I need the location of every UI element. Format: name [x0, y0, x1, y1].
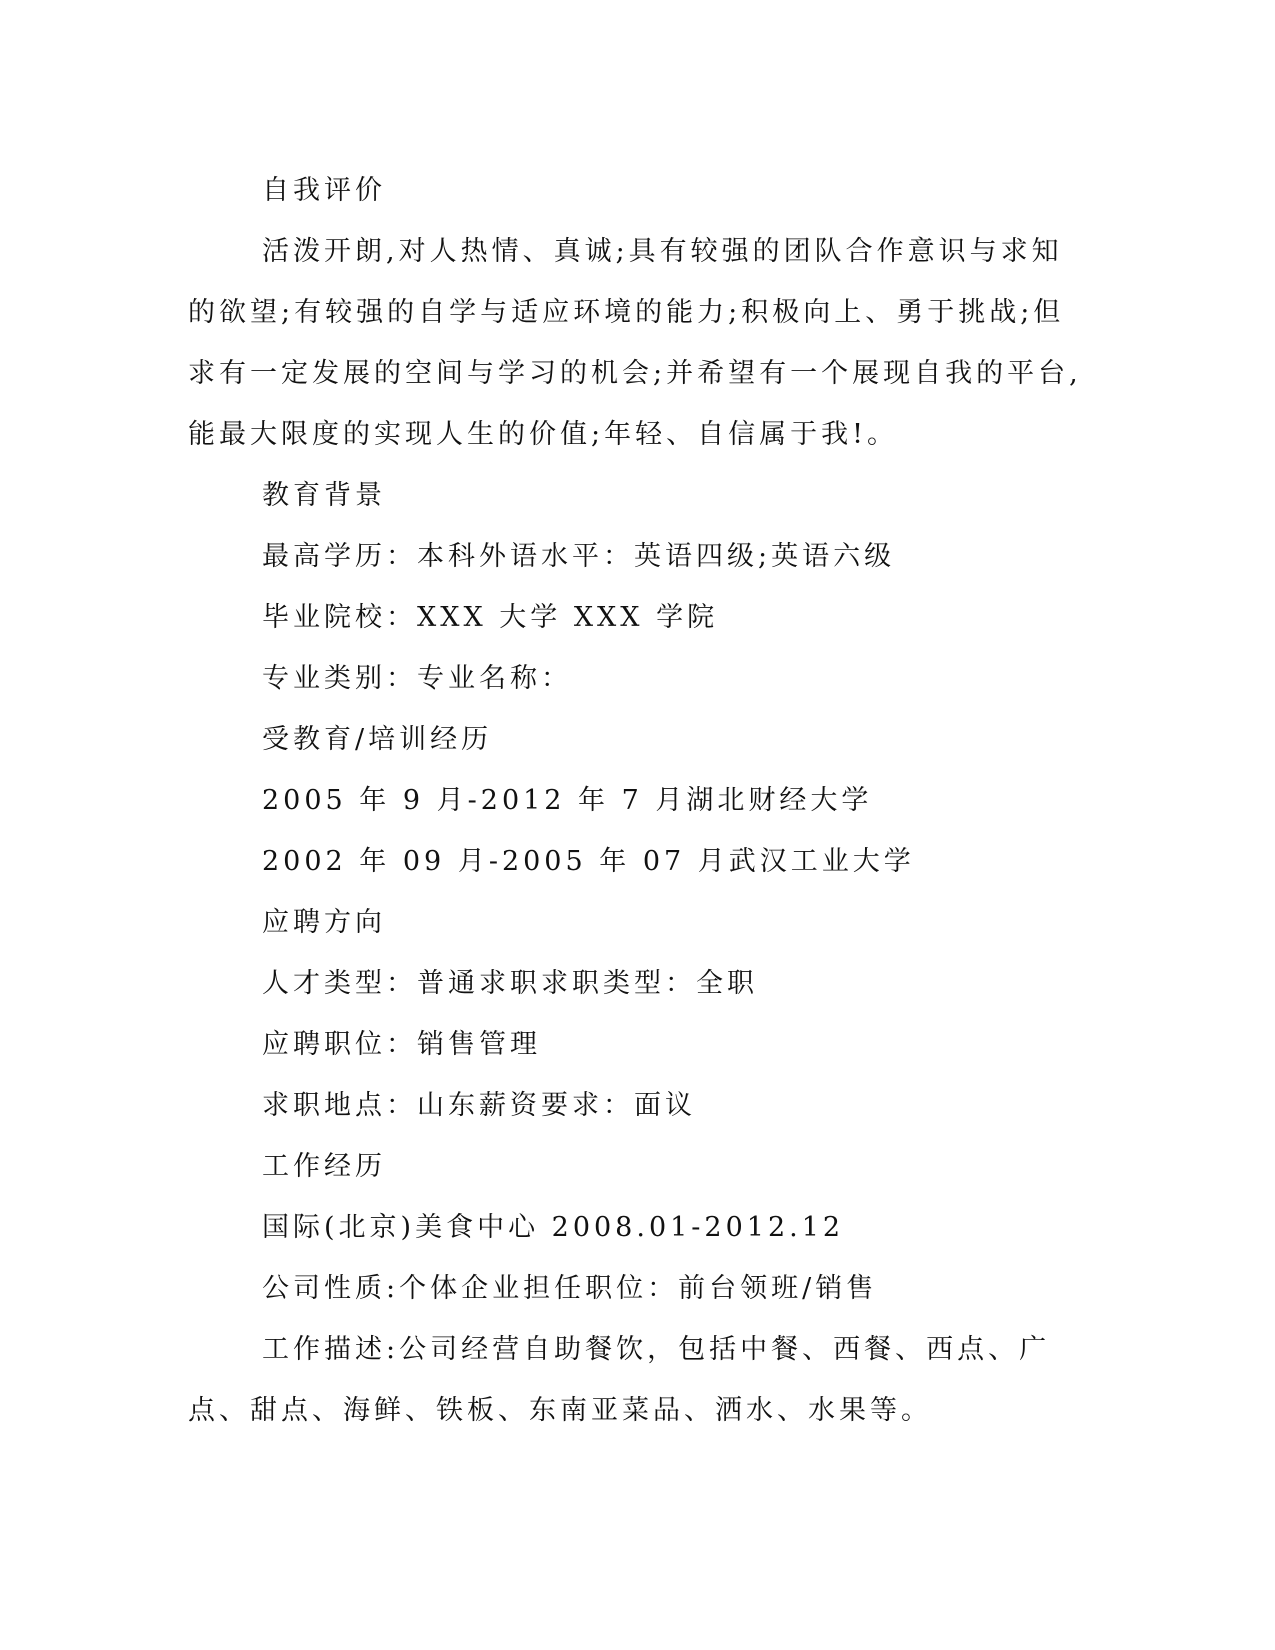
section-heading-work-experience: 工作经历 — [262, 1151, 386, 1182]
section-heading-training: 受教育/培训经历 — [262, 724, 493, 755]
job-target-location-salary: 求职地点：山东薪资要求：面议 — [262, 1090, 696, 1121]
section-heading-education: 教育背景 — [262, 480, 386, 511]
education-major: 专业类别：专业名称： — [262, 663, 572, 694]
work-employer: 国际(北京)美食中心 2008.01-2012.12 — [262, 1212, 845, 1243]
document-body — [188, 160, 1088, 1441]
section-heading-job-target: 应聘方向 — [262, 907, 386, 938]
work-company-role: 公司性质:个体企业担任职位：前台领班/销售 — [262, 1273, 878, 1304]
job-target-type: 人才类型：普通求职求职类型：全职 — [262, 968, 758, 999]
education-school: 毕业院校：XXX 大学 XXX 学院 — [262, 602, 719, 633]
self-evaluation-text: 活泼开朗,对人热情、真诚;具有较强的团队合作意识与求知的欲望;有较强的自学与适应环境的能力;积极向上、勇于挑战;但求有一定发展的空间与学习的机会;并希望有一个展现自我的平台,能最大限度的实现人生的价值;年轻、自信属于我!。 — [188, 236, 1082, 450]
training-entry: 2002 年 09 月-2005 年 07 月武汉工业大学 — [262, 846, 915, 877]
job-target-position: 应聘职位：销售管理 — [262, 1029, 541, 1060]
education-degree-language: 最高学历：本科外语水平：英语四级;英语六级 — [262, 541, 896, 572]
work-description: 工作描述:公司经营自助餐饮，包括中餐、西餐、西点、广点、甜点、海鲜、铁板、东南亚菜品、洒水、水果等。 — [188, 1334, 1051, 1426]
training-entry: 2005 年 9 月-2012 年 7 月湖北财经大学 — [262, 785, 873, 816]
section-heading-self-evaluation: 自我评价 — [262, 175, 386, 206]
